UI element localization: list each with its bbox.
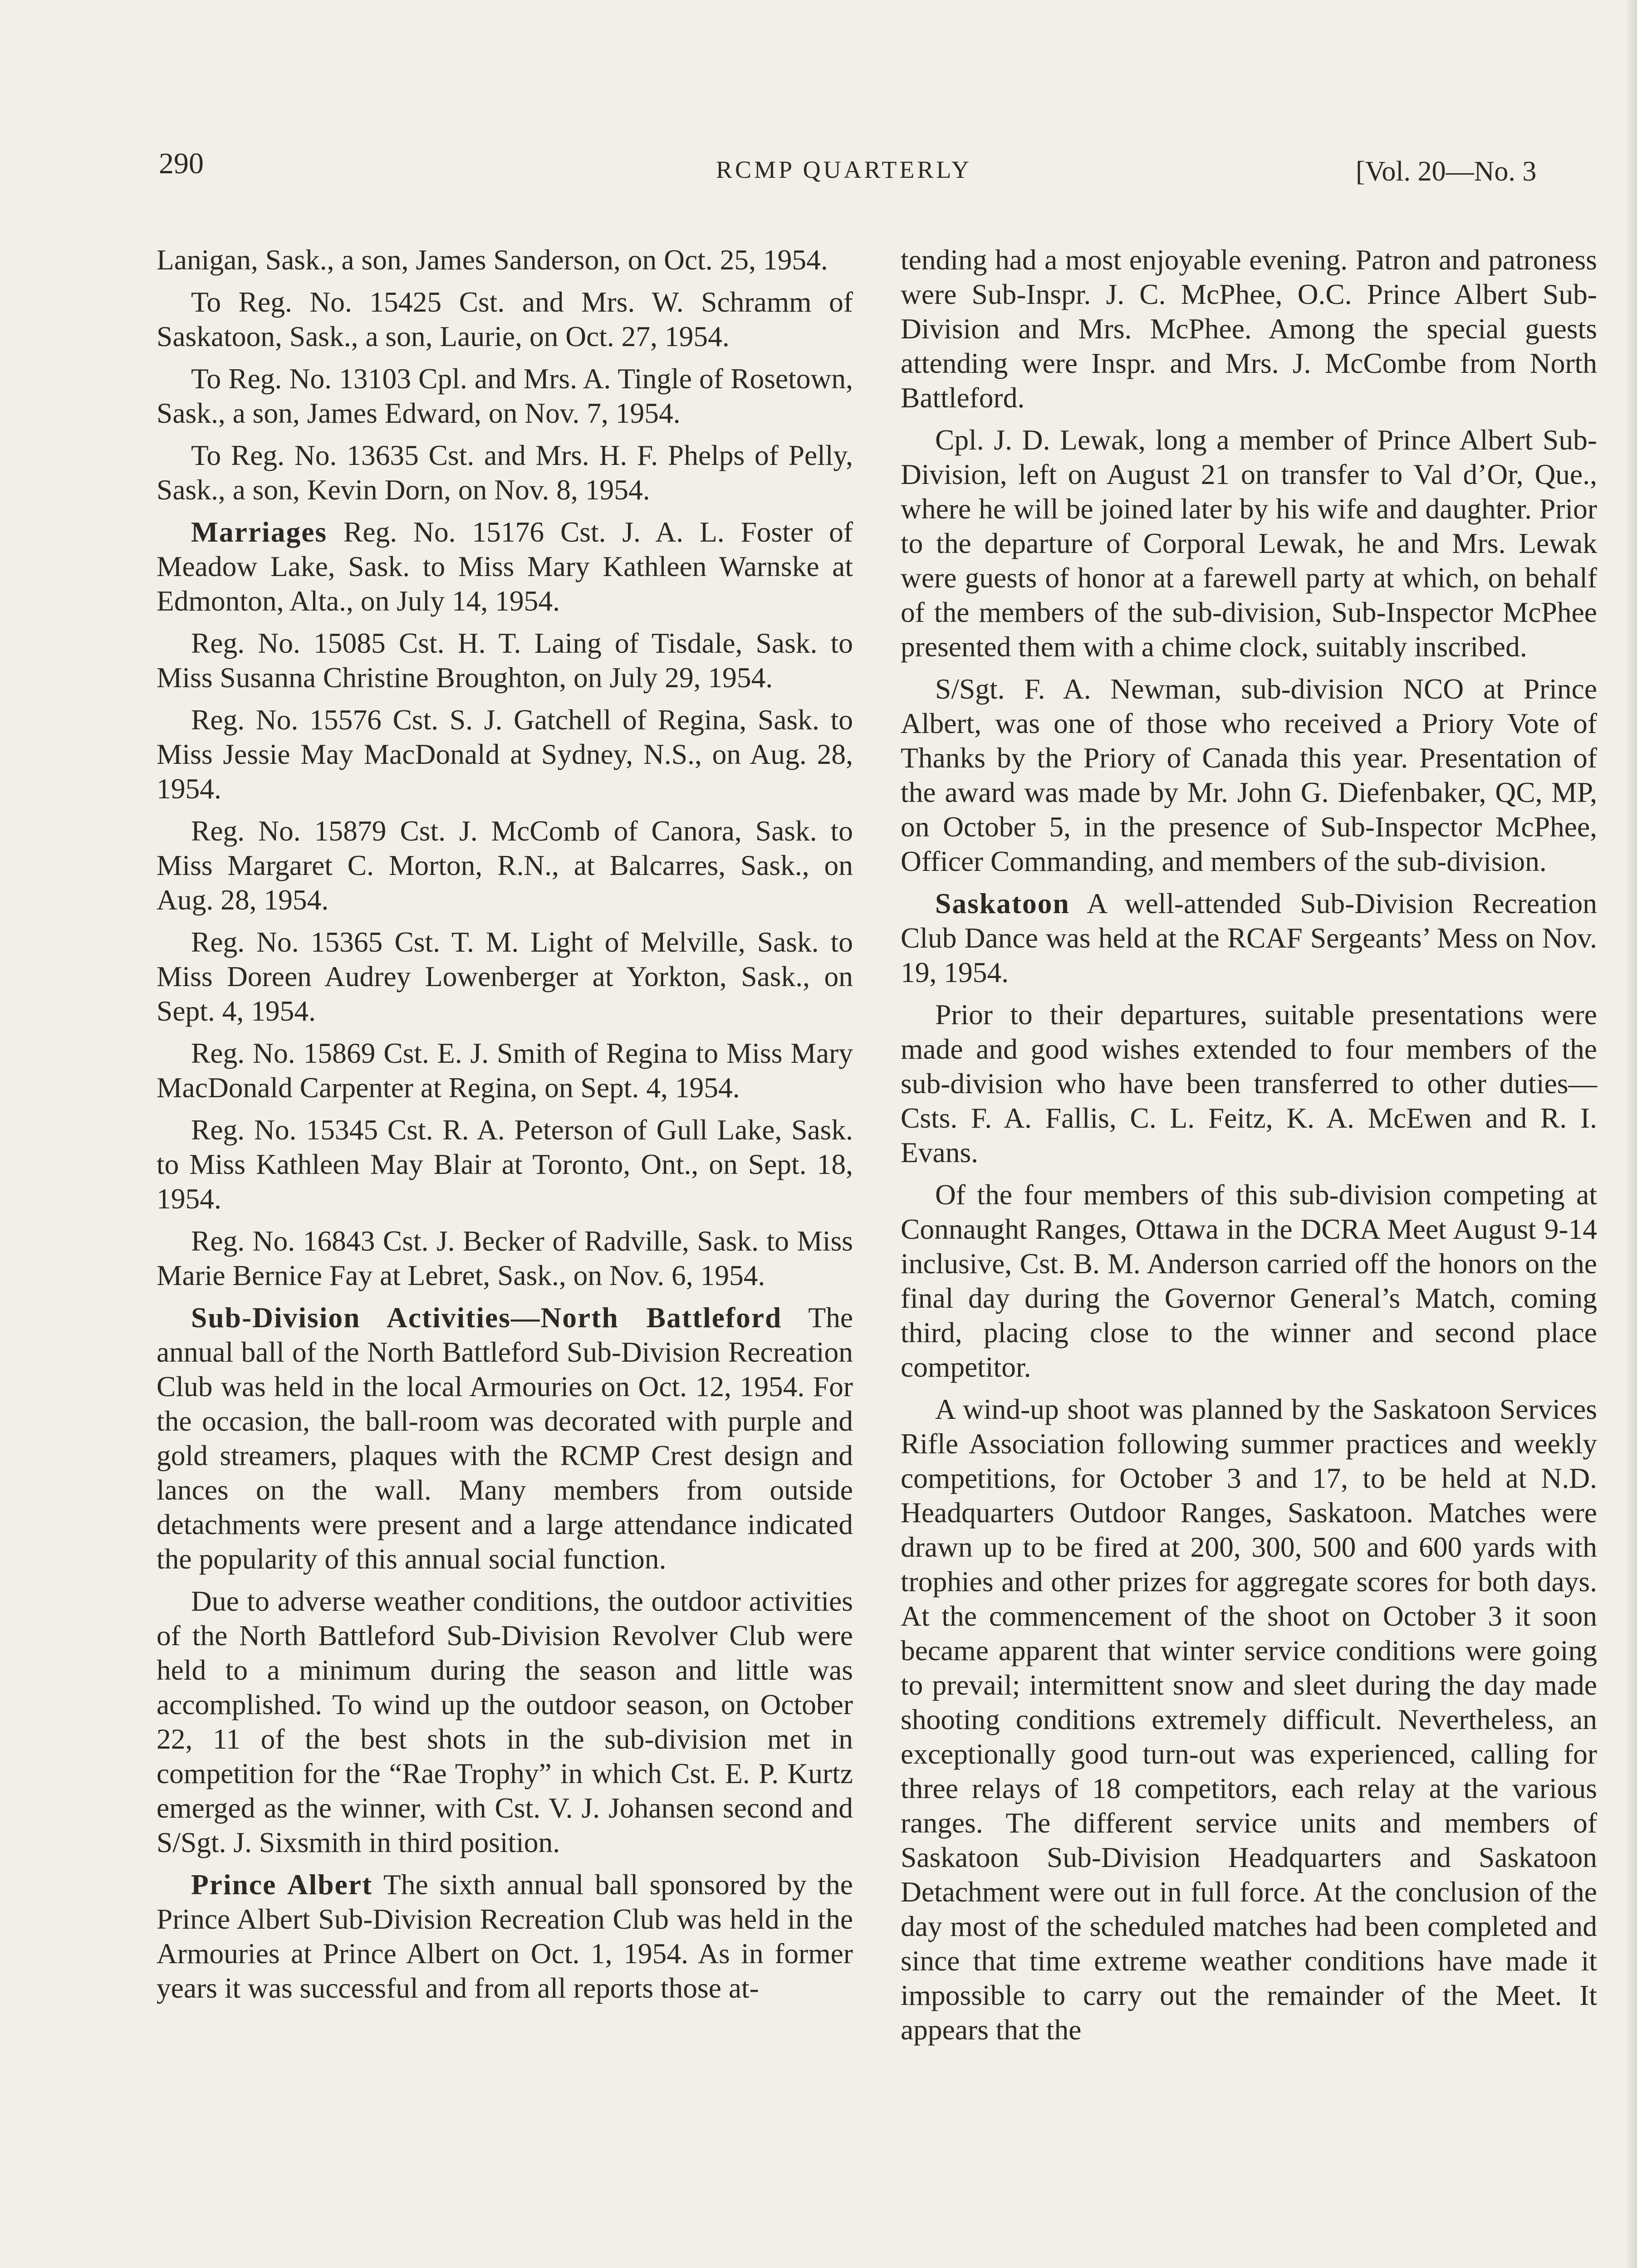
running-header [0, 143, 1637, 193]
paragraph: S/Sgt. F. A. Newman, sub-division NCO at Prince Albert, was one of those who received a Priory Vote of Thanks by the Priory of Canada this year. Presentation of the award was made by Mr. John G. Diefenbaker, QC, MP, on October 5, in the presence of Sub-Inspector McPhee, Officer Commanding, and members of the sub-division. [901, 673, 1597, 877]
paragraph: Prior to their departures, suitable presentations were made and good wishes extended to four members of the sub-division who have been transferred to other duties—Csts. F. A. Fallis, C. L. Feitz, K. A. McEwen and R. I. Evans. [901, 998, 1597, 1168]
section-lead: Marriages [191, 516, 328, 548]
paragraph: Lanigan, Sask., a son, James Sanderson, on Oct. 25, 1954. [157, 244, 828, 276]
page-number: 290 [159, 147, 204, 180]
paragraph-saskatoon: Saskatoon A well-attended Sub-Division Recreation Club Dance was held at the RCAF Sergeants’ Mess on Nov. 19, 1954. [901, 887, 1597, 988]
section-lead: Saskatoon [935, 887, 1070, 919]
left-column [157, 243, 853, 2013]
paragraph: Reg. No. 15879 Cst. J. McComb of Canora, Sask. to Miss Margaret C. Morton, R.N., at Balcarres, Sask., on Aug. 28, 1954. [157, 815, 853, 916]
paragraph: Reg. No. 15869 Cst. E. J. Smith of Regina to Miss Mary MacDonald Carpenter at Regina, on Sept. 4, 1954. [157, 1037, 853, 1104]
paragraph: Reg. No. 15085 Cst. H. T. Laing of Tisdale, Sask. to Miss Susanna Christine Broughton, on July 29, 1954. [157, 627, 853, 694]
paragraph: Due to adverse weather conditions, the outdoor activities of the North Battleford Sub-Division Revolver Club were held to a minimum during the season and little was accomplished. To wind up the outdoor season, on October 22, 11 of the best shots in the sub-division met in competition for the “Rae Trophy” in which Cst. E. P. Kurtz emerged as the winner, with Cst. V. J. Johansen second and S/Sgt. J. Sixsmith in third position. [157, 1585, 853, 1858]
volume-issue: [Vol. 20—No. 3 [1356, 156, 1537, 187]
paragraph-prince-albert: Prince Albert The sixth annual ball sponsored by the Prince Albert Sub-Division Recreation Club was held in the Armouries at Prince Albert on Oct. 1, 1954. As in former years it was successful and from all reports those at- [157, 1868, 853, 2004]
paragraph: To Reg. No. 13103 Cpl. and Mrs. A. Tingle of Rosetown, Sask., a son, James Edward, on Nov. 7, 1954. [157, 362, 853, 429]
paragraph: tending had a most enjoyable evening. Patron and patroness were Sub-Inspr. J. C. McPhee, O.C. Prince Albert Sub-Division and Mrs. McPhee. Among the special guests attending were Inspr. and Mrs. J. McCombe from North Battleford. [901, 244, 1597, 414]
paragraph: To Reg. No. 15425 Cst. and Mrs. W. Schramm of Saskatoon, Sask., a son, Laurie, on Oct. 27, 1954. [157, 286, 853, 352]
paragraph: Reg. No. 15576 Cst. S. J. Gatchell of Regina, Sask. to Miss Jessie May MacDonald at Sydney, N.S., on Aug. 28, 1954. [157, 704, 853, 805]
page-binding-edge [1625, 0, 1637, 2268]
paragraph: Reg. No. 16843 Cst. J. Becker of Radville, Sask. to Miss Marie Bernice Fay at Lebret, Sask., on Nov. 6, 1954. [157, 1225, 853, 1291]
journal-title: RCMP QUARTERLY [716, 156, 972, 183]
paragraph-north-battleford: Sub-Division Activities—North Battleford The annual ball of the North Battleford Sub-Division Recreation Club was held in the local Armouries on Oct. 12, 1954. For the occasion, the ball-room was decorated with purple and gold streamers, plaques with the RCMP Crest design and lances on the wall. Many members from outside detachments were present and a large attendance indicated the popularity of this annual social function. [157, 1301, 853, 1575]
paragraph: Reg. No. 15365 Cst. T. M. Light of Melville, Sask. to Miss Doreen Audrey Lowenberger at Yorkton, Sask., on Sept. 4, 1954. [157, 926, 853, 1027]
section-lead: Prince Albert [191, 1868, 373, 1901]
right-column [901, 243, 1597, 2055]
paragraph: A wind-up shoot was planned by the Saskatoon Services Rifle Association following summer practices and weekly competitions, for October 3 and 17, to be held at N.D. Headquarters Outdoor Ranges, Saskatoon. Matches were drawn up to be fired at 200, 300, 500 and 600 yards with trophies and other prizes for aggregate scores for both days. At the commencement of the shoot on October 3 it soon became apparent that winter service conditions were going to prevail; intermittent snow and sleet during the day made shooting conditions extremely difficult. Nevertheless, an exceptionally good turn-out was experienced, calling for three relays of 18 competitors, each relay at the various ranges. The different service units and members of Saskatoon Sub-Division Headquarters and Saskatoon Detachment were out in full force. At the conclusion of the day most of the scheduled matches had been completed and since that time extreme weather conditions have made it impossible to carry out the remainder of the Meet. It appears that the [901, 1393, 1597, 2046]
paragraph: Cpl. J. D. Lewak, long a member of Prince Albert Sub-Division, left on August 21 on transfer to Val d’Or, Que., where he will be joined later by his wife and daughter. Prior to the departure of Corporal Lewak, he and Mrs. Lewak were guests of honor at a farewell party at which, on behalf of the members of the sub-division, Sub-Inspector McPhee presented them with a chime clock, suitably inscribed. [901, 424, 1597, 663]
paragraph: Reg. No. 15345 Cst. R. A. Peterson of Gull Lake, Sask. to Miss Kathleen May Blair at Toronto, Ont., on Sept. 18, 1954. [157, 1114, 853, 1215]
paragraph-marriages: Marriages Reg. No. 15176 Cst. J. A. L. Foster of Meadow Lake, Sask. to Miss Mary Kathleen Warnske at Edmonton, Alta., on July 14, 1954. [157, 516, 853, 617]
section-lead: Sub-Division Activities—North Battleford [191, 1301, 782, 1334]
paragraph: To Reg. No. 13635 Cst. and Mrs. H. F. Phelps of Pelly, Sask., a son, Kevin Dorn, on Nov. 8, 1954. [157, 439, 853, 506]
paragraph: Of the four members of this sub-division competing at Connaught Ranges, Ottawa in the DCRA Meet August 9-14 inclusive, Cst. B. M. Anderson carried off the honors on the final day during the Governor General’s Match, coming third, placing close to the winner and second place competitor. [901, 1178, 1597, 1383]
